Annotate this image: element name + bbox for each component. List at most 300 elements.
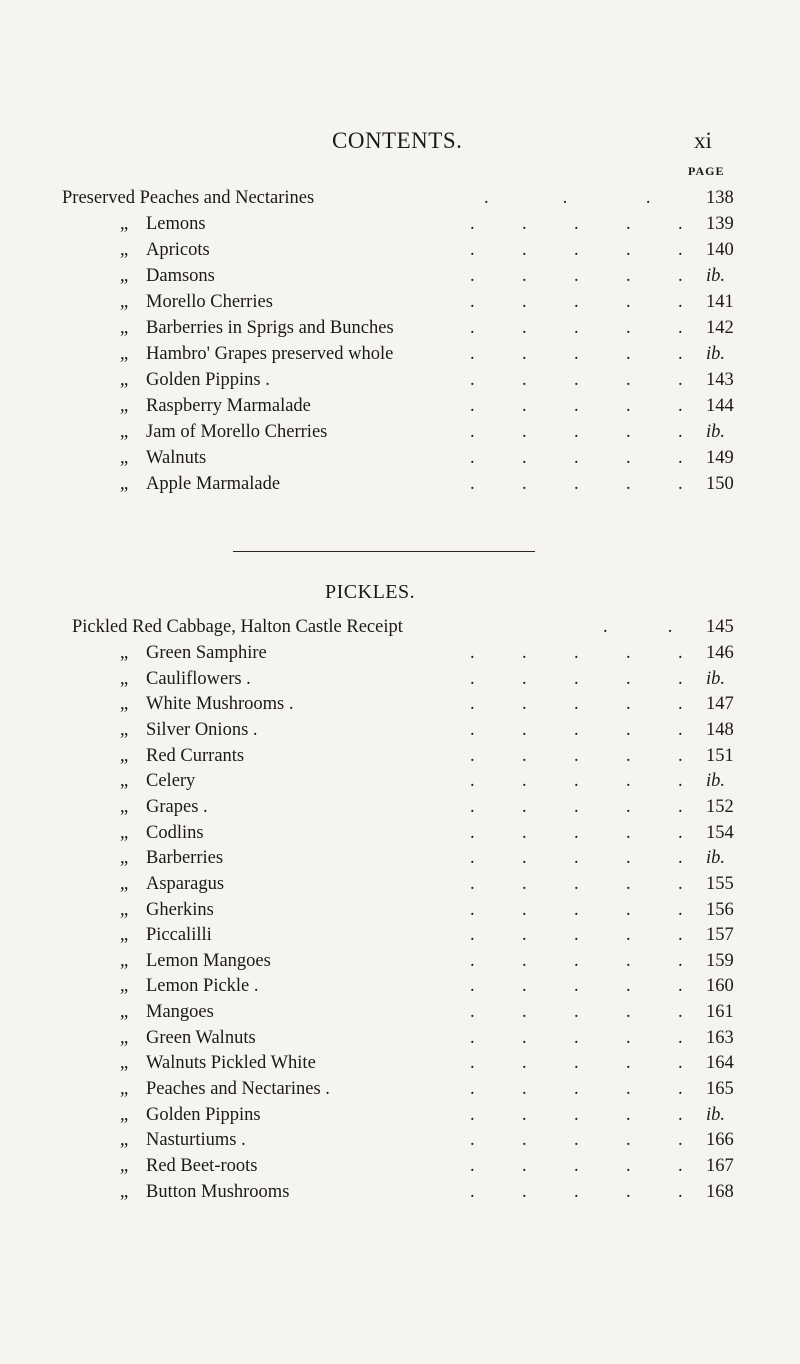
leader-dot: . [522,899,527,920]
leader-dot: . [470,719,475,740]
contents-entry [0,900,800,926]
leader-dot: . [626,214,631,234]
leader-dot: . [522,668,527,689]
leader-dot: . [522,370,527,390]
leader-dot: . [574,344,579,364]
contents-entry [0,396,800,422]
leader-dot: . [574,976,579,997]
leader-dot: . [574,745,579,766]
leader-dot: . [626,1079,631,1100]
contents-entry [0,643,800,669]
entry-page: 155 [706,873,734,894]
entry-page: ib. [706,344,726,364]
leader-dot: . [522,643,527,663]
entry-page: ib. [706,1104,726,1125]
ditto-mark: „ [120,214,129,234]
leader-dot: . [574,214,579,234]
leader-dot: . [626,976,631,997]
entry-title: Preserved Peaches and Nectarines [62,188,315,208]
contents-entry [0,1182,800,1208]
leader-dot: . [678,796,683,817]
entry-page: 139 [706,214,734,234]
leader-dot: . [678,668,683,689]
leader-dot: . [626,925,631,946]
leader-dot: . [574,1027,579,1048]
entry-page: ib. [706,266,726,286]
ditto-mark: „ [120,694,129,715]
leader-dot: . [522,1079,527,1100]
leader-dot: . [626,668,631,689]
leader-dot: . [626,1027,631,1048]
leader-dot: . [522,796,527,817]
ditto-mark: „ [120,266,129,286]
leader-dot: . [574,950,579,971]
entry-page: 151 [706,745,734,766]
leader-dot: . [626,396,631,416]
entry-page: ib. [706,848,726,869]
leader-dot: . [574,848,579,869]
contents-entry [0,746,800,772]
entry-title: Golden Pippins [146,1104,261,1125]
section-heading-pickles: PICKLES. [325,581,416,603]
leader-dot: . [574,240,579,260]
leader-dot: . [678,396,683,416]
leader-dot: . [522,344,527,364]
leader-dot: . [626,719,631,740]
entry-page: 154 [706,822,734,843]
leader-dot: . [522,925,527,946]
leader-dot: . [574,822,579,843]
leader-dot: . [574,1104,579,1125]
leader-dot: . [522,266,527,286]
ditto-mark: „ [120,873,129,894]
leader-dot: . [470,214,475,234]
leader-dot: . [522,976,527,997]
ditto-mark: „ [120,370,129,390]
leader-dot: . [678,1002,683,1023]
section-divider [233,551,535,552]
ditto-mark: „ [120,1130,129,1151]
leader-dot: . [470,240,475,260]
contents-entry [0,1130,800,1156]
leader-dot: . [678,292,683,312]
entry-title: Walnuts [146,448,207,468]
entry-page: 166 [706,1130,734,1151]
leader-dot: . [574,899,579,920]
entry-title: Barberries [146,848,224,869]
contents-entry [0,1105,800,1131]
entry-page: 150 [706,474,734,494]
entry-page: 159 [706,950,734,971]
leader-dot: . [678,925,683,946]
leader-dot: . [470,873,475,894]
leader-dot: . [574,719,579,740]
leader-dot: . [522,1053,527,1074]
leader-dot: . [678,719,683,740]
leader-dot: . [678,873,683,894]
leader-dot: . [678,694,683,715]
leader-dot: . [678,1104,683,1125]
leader-dot: . [678,771,683,792]
leader-dot: . [678,448,683,468]
entry-page: 147 [706,694,734,715]
leader-dot: . [574,1181,579,1202]
ditto-mark: „ [120,668,129,689]
leader-dot: . [470,1053,475,1074]
leader-dot: . [678,745,683,766]
entry-title: Jam of Morello Cherries [146,422,328,442]
leader-dot: . [522,873,527,894]
contents-entry [0,474,800,500]
leader-dot: . [678,344,683,364]
leader-dot: . [678,214,683,234]
leader-dot: . [470,1002,475,1023]
ditto-mark: „ [120,448,129,468]
leader-dot: . [626,344,631,364]
ditto-mark: „ [120,396,129,416]
leader-dot: . [574,292,579,312]
leader-dot: . [574,422,579,442]
ditto-mark: „ [120,822,129,843]
leader-dot: . [470,1156,475,1176]
leader-dot: . [626,448,631,468]
leader-dot: . [574,448,579,468]
leader-dot: . [574,643,579,663]
entry-page: 143 [706,370,734,390]
entry-title: White Mushrooms . [146,694,294,715]
leader-dot: . [470,370,475,390]
leader-dot: . [522,848,527,869]
leader-dot: . [678,266,683,286]
leader-dot: . [470,822,475,843]
leader-dot: . [522,719,527,740]
entry-title: Walnuts Pickled White [146,1053,316,1074]
entry-page: 167 [706,1156,734,1176]
ditto-mark: „ [120,1002,129,1023]
leader-dot: . [626,1130,631,1151]
leader-dot: . [626,240,631,260]
ditto-mark: „ [120,719,129,740]
page-header [0,128,800,158]
contents-entry [0,874,800,900]
contents-entry [0,925,800,951]
leader-dot: . [522,822,527,843]
leader-dot: . [470,474,475,494]
entry-title: Apple Marmalade [146,474,281,494]
leader-dot: . [522,950,527,971]
leader-dot: . [626,950,631,971]
leader-dot: . [626,266,631,286]
contents-entry [0,1028,800,1054]
leader-dot: . [470,318,475,338]
leader-dot: . [626,796,631,817]
leader-dot: . [678,318,683,338]
entry-title: Red Beet-roots [146,1156,258,1176]
leader-dot: . [522,318,527,338]
leader-dot: . [470,976,475,997]
entry-title: Lemons [146,214,206,234]
leader-dot: . [678,643,683,663]
page-column-label: PAGE [688,164,725,178]
leader-dot: . [574,266,579,286]
entry-title: Green Walnuts [146,1027,256,1048]
leader-dot: . [470,925,475,946]
entry-title: Cauliflowers . [146,668,251,689]
pickles-lead-entry [0,617,800,643]
leader-dot: . [678,1079,683,1100]
entry-title: Silver Onions . [146,719,258,740]
leader-dot: . [626,643,631,663]
leader-dot: . [574,694,579,715]
ditto-mark: „ [120,1181,129,1202]
entry-title: Lemon Mangoes [146,950,271,971]
entry-title: Peaches and Nectarines . [146,1079,330,1100]
entry-page: 160 [706,976,734,997]
leader-dot: . [470,796,475,817]
leader-dots: . . . [484,188,651,208]
contents-entry [0,1079,800,1105]
leader-dot: . [470,1079,475,1100]
ditto-mark: „ [120,1104,129,1125]
entry-title: Button Mushrooms [146,1181,290,1202]
contents-entry [0,344,800,370]
contents-entry [0,976,800,1002]
entry-page: ib. [706,771,726,792]
leader-dot: . [522,694,527,715]
contents-entry [0,266,800,292]
leader-dot: . [574,873,579,894]
page-number: xi [694,128,712,153]
leader-dot: . [626,771,631,792]
contents-entry [0,823,800,849]
leader-dot: . [626,1002,631,1023]
leader-dot: . [574,796,579,817]
leader-dot: . [626,318,631,338]
leader-dot: . [626,899,631,920]
leader-dot: . [678,474,683,494]
entry-title: Piccalilli [146,925,212,946]
leader-dot: . [470,643,475,663]
leader-dot: . [678,822,683,843]
leader-dot: . [522,771,527,792]
ditto-mark: „ [120,1027,129,1048]
leader-dot: . [626,745,631,766]
entry-page: 161 [706,1002,734,1023]
leader-dot: . [678,848,683,869]
leader-dot: . [522,1130,527,1151]
entry-title: Nasturtiums . [146,1130,246,1151]
leader-dot: . [678,1181,683,1202]
entry-page: 156 [706,899,734,920]
leader-dot: . [470,344,475,364]
ditto-mark: „ [120,643,129,663]
leader-dot: . [522,240,527,260]
leader-dot: . [522,1104,527,1125]
leader-dot: . [626,694,631,715]
entry-page: ib. [706,422,726,442]
entry-title: Green Samphire [146,643,267,663]
ditto-mark: „ [120,771,129,792]
entry-title: Red Currants [146,745,245,766]
leader-dot: . [522,1156,527,1176]
leader-dot: . [678,1027,683,1048]
leader-dots: . . [603,617,673,637]
entry-page: 164 [706,1053,734,1074]
leader-dot: . [678,899,683,920]
ditto-mark: „ [120,240,129,260]
leader-dot: . [678,1053,683,1074]
contents-entry [0,1053,800,1079]
contents-entry [0,951,800,977]
ditto-mark: „ [120,1053,129,1074]
ditto-mark: „ [120,899,129,920]
ditto-mark: „ [120,1079,129,1100]
leader-dot: . [574,318,579,338]
entry-title: Mangoes [146,1002,214,1023]
leader-dot: . [626,292,631,312]
leader-dot: . [522,448,527,468]
leader-dot: . [522,292,527,312]
leader-dot: . [574,474,579,494]
leader-dot: . [522,396,527,416]
leader-dot: . [574,1053,579,1074]
contents-entry [0,1002,800,1028]
entry-page: 146 [706,643,734,663]
contents-entry [0,448,800,474]
ditto-mark: „ [120,1156,129,1176]
leader-dot: . [574,396,579,416]
leader-dot: . [470,848,475,869]
ditto-mark: „ [120,474,129,494]
leader-dot: . [470,266,475,286]
ditto-mark: „ [120,848,129,869]
entry-title: Golden Pippins . [146,370,270,390]
leader-dot: . [522,474,527,494]
entry-title: Barberries in Sprigs and Bunches [146,318,394,338]
leader-dot: . [626,422,631,442]
leader-dot: . [522,745,527,766]
leader-dot: . [470,745,475,766]
leader-dot: . [470,448,475,468]
ditto-mark: „ [120,344,129,364]
leader-dot: . [470,396,475,416]
leader-dot: . [626,1104,631,1125]
entry-title: Hambro' Grapes preserved whole [146,344,394,364]
leader-dot: . [470,422,475,442]
contents-entry [0,370,800,396]
contents-entry [0,771,800,797]
ditto-mark: „ [120,925,129,946]
leader-dot: . [626,1053,631,1074]
leader-dot: . [678,1156,683,1176]
entry-page: 141 [706,292,734,312]
contents-entry [0,318,800,344]
entry-page: 152 [706,796,734,817]
contents-entry [0,240,800,266]
entry-page: 138 [706,188,734,208]
contents-entry [0,214,800,240]
contents-entry [0,1156,800,1182]
leader-dot: . [678,422,683,442]
leader-dot: . [626,474,631,494]
ditto-mark: „ [120,796,129,817]
contents-entry [0,669,800,695]
entry-page: 145 [706,617,734,637]
contents-entry [0,292,800,318]
leader-dot: . [678,240,683,260]
leader-dot: . [574,370,579,390]
leader-dot: . [522,1002,527,1023]
entry-page: 148 [706,719,734,740]
leader-dot: . [678,1130,683,1151]
leader-dot: . [574,668,579,689]
entry-title: Grapes . [146,796,208,817]
leader-dot: . [574,1079,579,1100]
ditto-mark: „ [120,422,129,442]
entry-page: 163 [706,1027,734,1048]
leader-dot: . [678,370,683,390]
leader-dot: . [470,1181,475,1202]
entry-title: Codlins [146,822,204,843]
contents-entry [0,694,800,720]
entry-title: Lemon Pickle . [146,976,259,997]
entry-title: Apricots [146,240,210,260]
leader-dot: . [470,950,475,971]
entry-title: Asparagus [146,873,225,894]
entry-page: 168 [706,1181,734,1202]
preserves-lead-entry [0,188,800,214]
running-title: CONTENTS. [332,128,463,153]
entry-page: 157 [706,925,734,946]
entry-title: Celery [146,771,196,792]
leader-dot: . [678,976,683,997]
leader-dot: . [522,1181,527,1202]
leader-dot: . [470,1027,475,1048]
entry-title: Raspberry Marmalade [146,396,311,416]
leader-dot: . [678,950,683,971]
leader-dot: . [626,848,631,869]
entry-title: Pickled Red Cabbage, Halton Castle Receipt [72,617,403,637]
leader-dot: . [574,1130,579,1151]
ditto-mark: „ [120,745,129,766]
leader-dot: . [626,370,631,390]
ditto-mark: „ [120,318,129,338]
entry-title: Damsons [146,266,215,286]
leader-dot: . [626,822,631,843]
leader-dot: . [470,1104,475,1125]
leader-dot: . [522,1027,527,1048]
leader-dot: . [574,1156,579,1176]
entry-page: 140 [706,240,734,260]
leader-dot: . [470,292,475,312]
leader-dot: . [574,771,579,792]
contents-entry [0,797,800,823]
entry-page: ib. [706,668,726,689]
ditto-mark: „ [120,292,129,312]
leader-dot: . [574,1002,579,1023]
entry-page: 165 [706,1079,734,1100]
entry-page: 149 [706,448,734,468]
leader-dot: . [522,214,527,234]
leader-dot: . [626,1156,631,1176]
leader-dot: . [470,771,475,792]
leader-dot: . [470,899,475,920]
leader-dot: . [626,1181,631,1202]
leader-dot: . [574,925,579,946]
entry-title: Morello Cherries [146,292,273,312]
entry-title: Gherkins [146,899,214,920]
leader-dot: . [470,1130,475,1151]
